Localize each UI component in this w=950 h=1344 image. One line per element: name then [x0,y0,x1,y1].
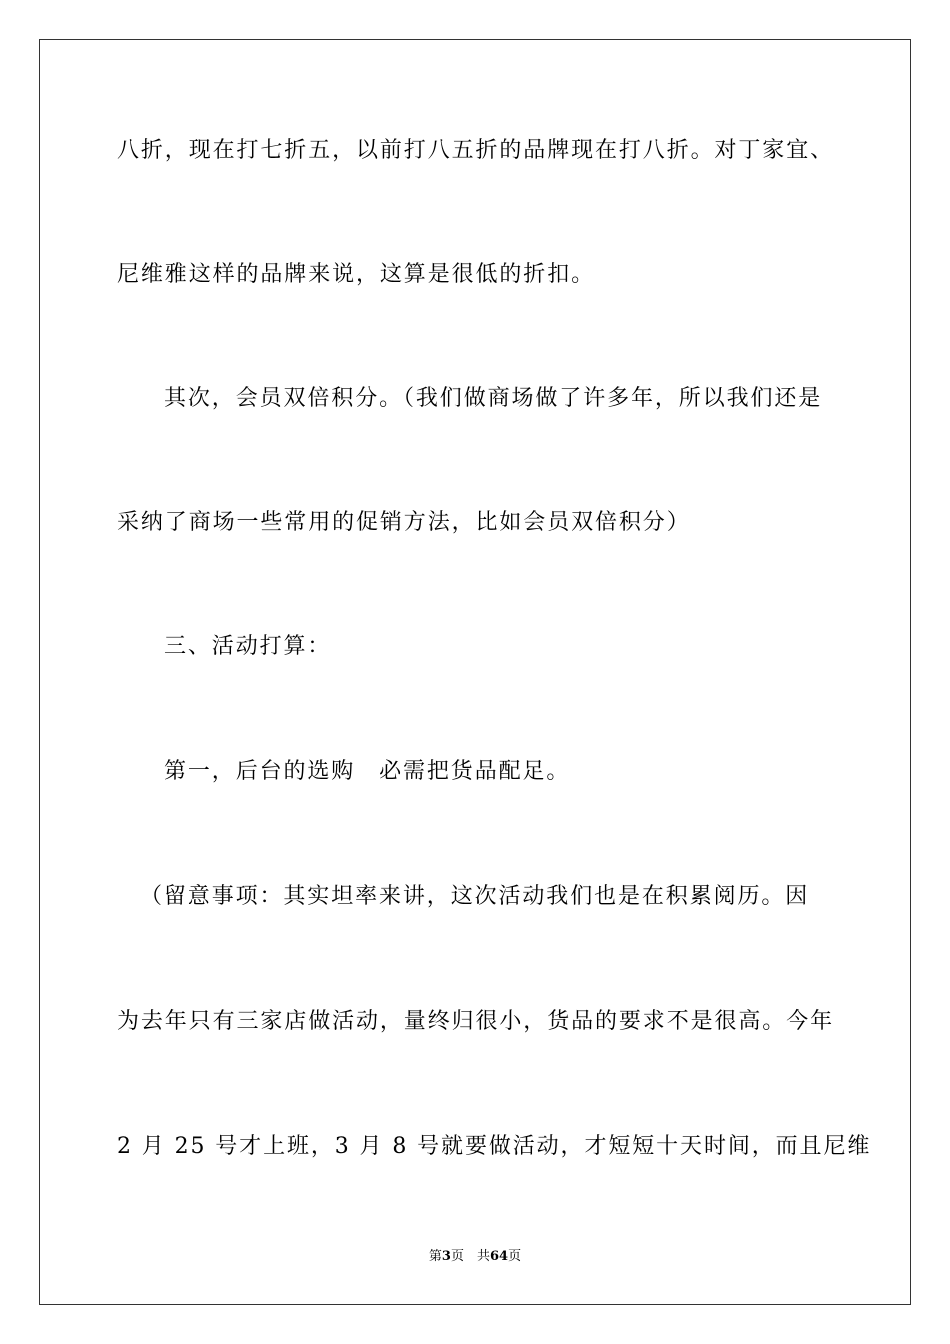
page-current: 3 [441,1249,451,1264]
body-text-line: 第一，后台的选购 必需把货品配足。 [164,759,571,784]
body-text-line: （留意事项：其实坦率来讲，这次活动我们也是在积累阅历。因 [140,884,810,909]
body-text-line: 采纳了商场一些常用的促销方法，比如会员双倍积分） [117,510,691,535]
body-text-line: 2 月 25 号才上班，3 月 8 号就要做活动，才短短十天时间，而且尼维 [117,1134,872,1159]
body-text-line: 尼维雅这样的品牌来说，这算是很低的折扣。 [117,262,596,287]
page-prefix: 第 [428,1249,442,1264]
body-text-line: 八折，现在打七折五，以前打八五折的品牌现在打八折。对丁家宜、 [117,138,835,163]
page-footer [0,1248,950,1266]
body-text-line: 为去年只有三家店做活动，量终归很小，货品的要求不是很高。今年 [117,1009,835,1034]
page-border [39,39,911,1305]
section-heading: 三、活动打算： [164,634,332,659]
page-suffix: 页 [508,1249,522,1264]
body-text-line: 其次，会员双倍积分。（我们做商场做了许多年，所以我们还是 [164,386,823,411]
page-total: 64 [489,1249,509,1264]
page-mid: 页 共 [450,1249,490,1264]
